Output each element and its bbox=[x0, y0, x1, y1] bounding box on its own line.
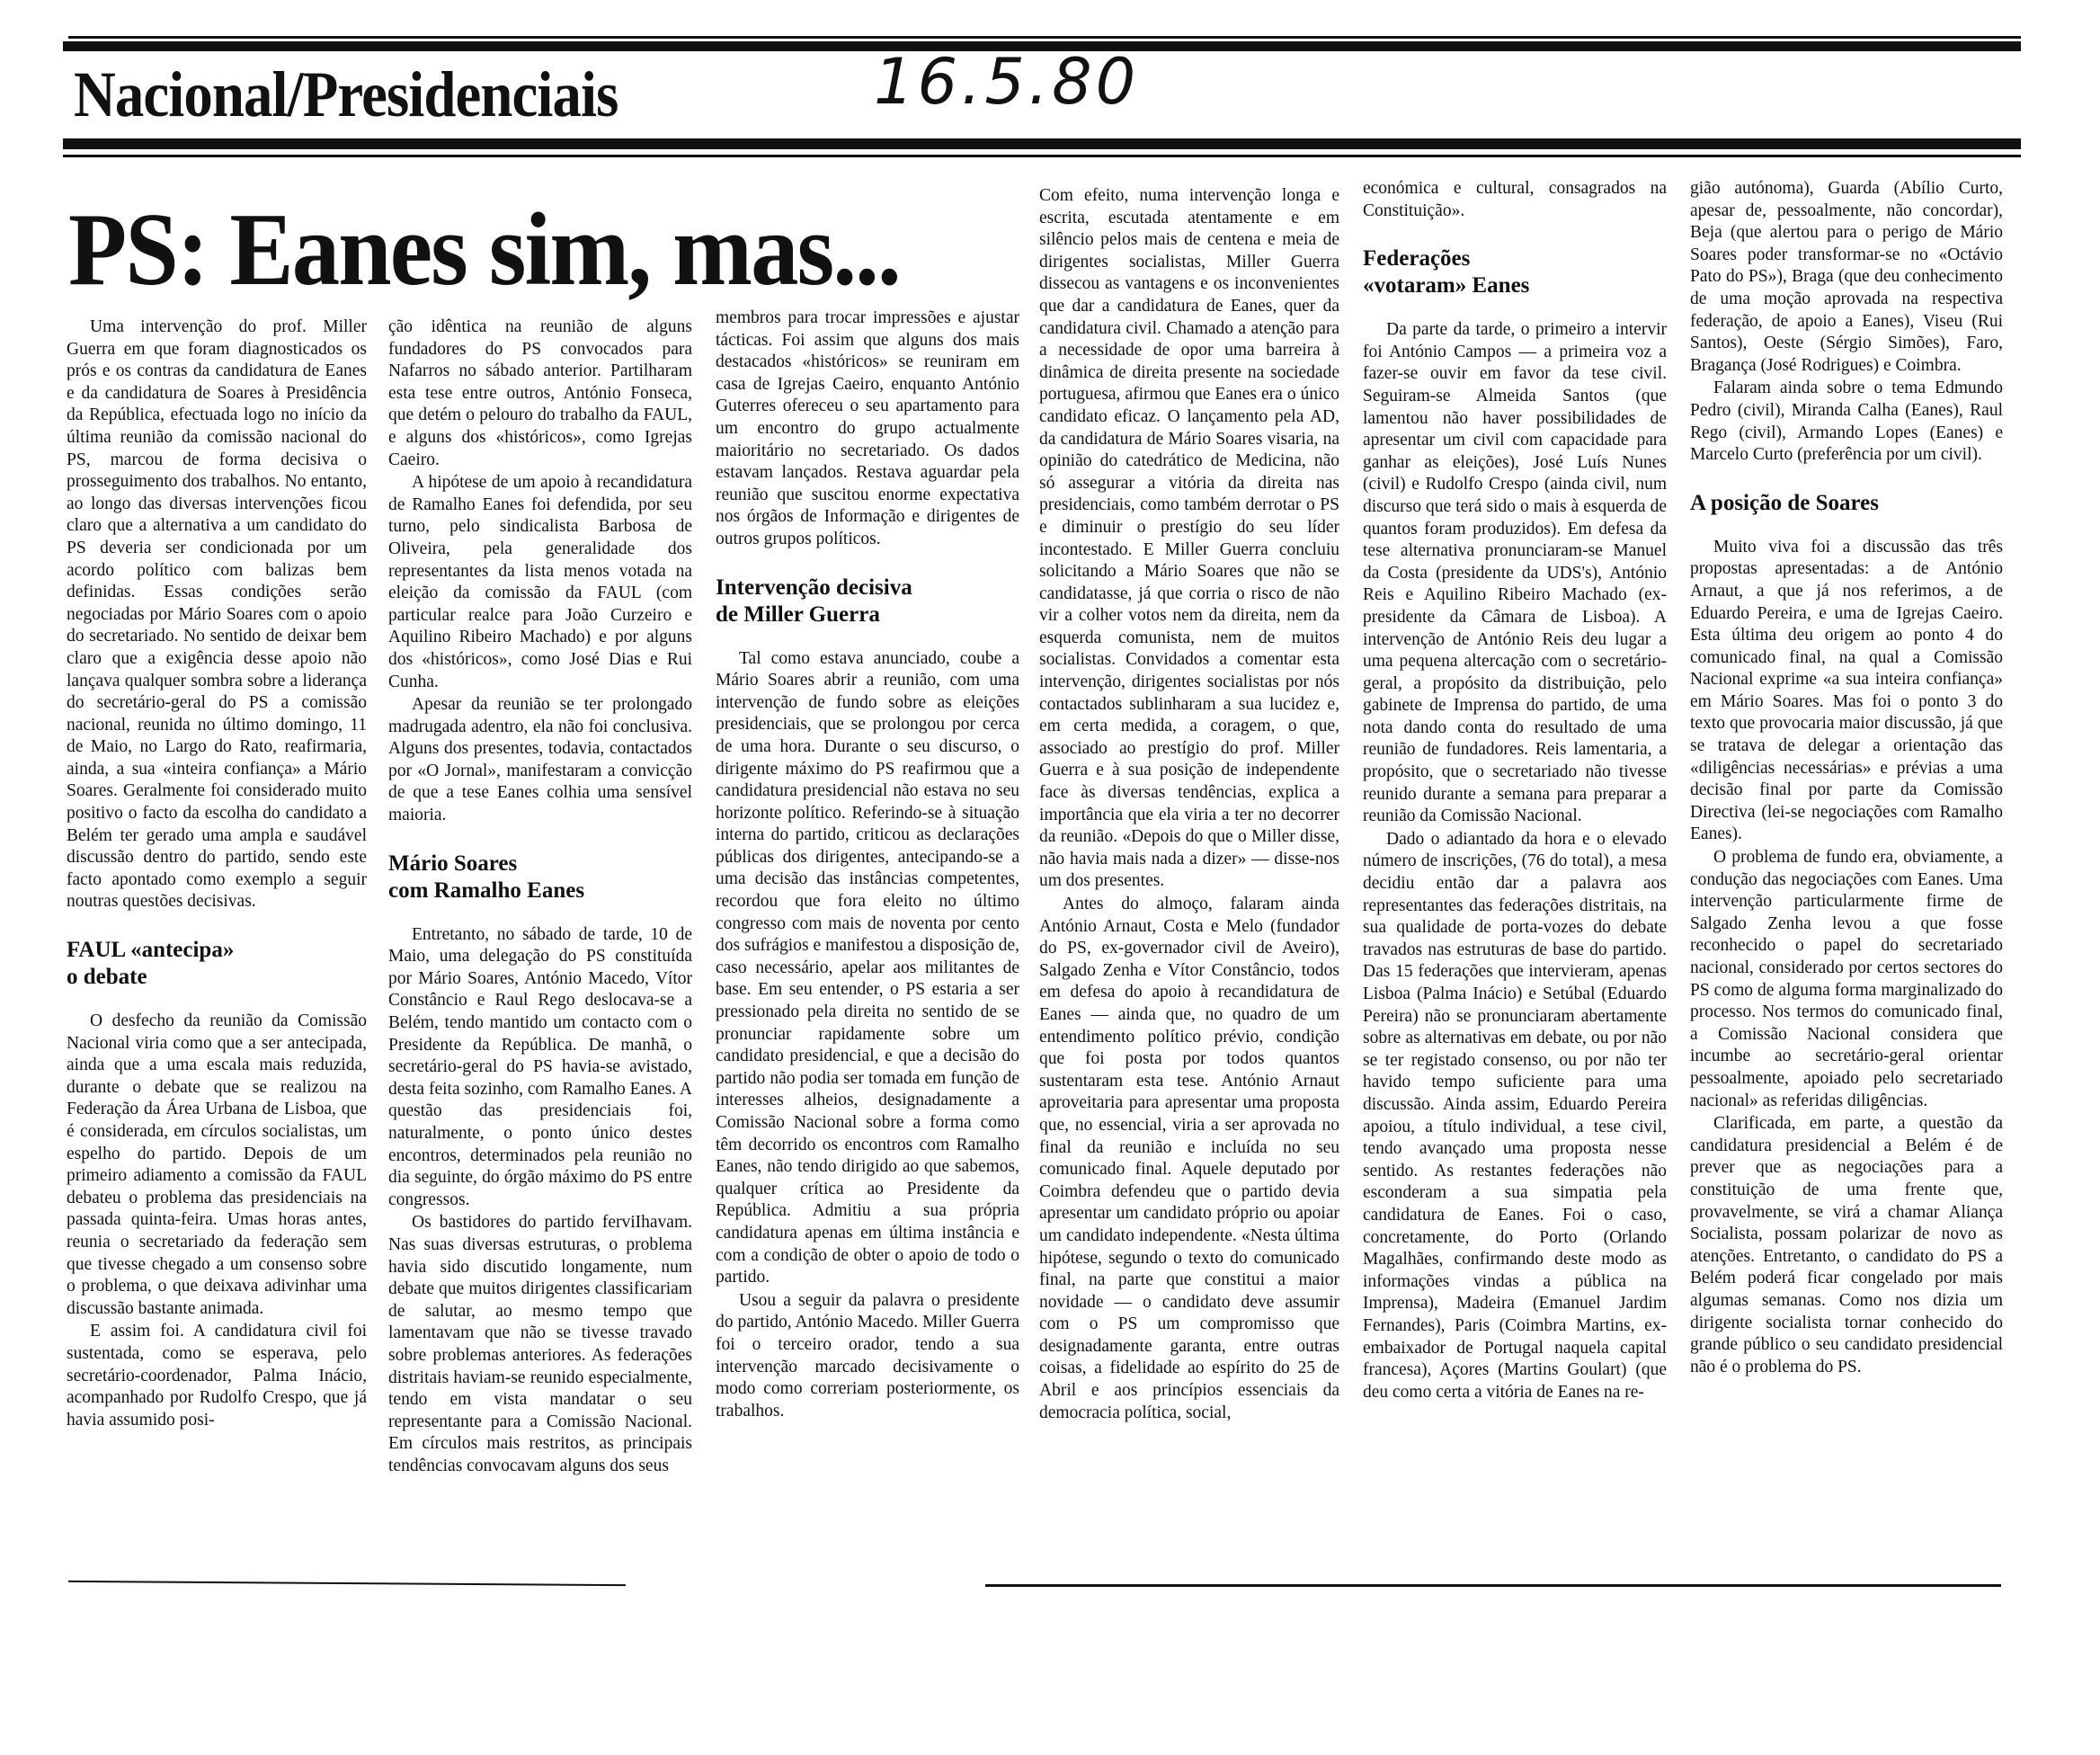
header-rule-thick bbox=[63, 138, 2021, 149]
paragraph: O desfecho da reunião da Comissão Nacional viria como que a ser antecipada, ainda que a uma escala mais reduzida, durante o debate que se realizou na Federação da Área Urbana de Lisboa, que é considerada, em círculos socialistas, um espelho do partido. Depois de um primeiro adiamento a comissão da FAUL debateu o problema das presidenciais na passada quinta-feira. Umas horas antes, reunia o secretariado da federação sem que tivesse chegado a um consenso sobre o problema, o que deixava adivinhar uma discussão bastante animada. bbox=[67, 1011, 367, 1318]
article-column-3 bbox=[716, 307, 1019, 1559]
subheading-line: «votaram» Eanes bbox=[1363, 273, 1530, 298]
paragraph: Dado o adiantado da hora e o elevado número de inscrições, (76 do total), a mesa decidiu então dar a palavra aos representantes das federações distritais, na sua qualidade de porta-vozes do debate travados nas estruturas de base do partido. Das 15 federações que intervieram, apenas Lisboa (Palma Inácio) e Setúbal (Eduardo Pereira) não se pronunciaram abertamente sobre as alternativas em debate, ou por não se ter registado consenso, ou por não ter havido tempo suficiente para uma discussão. Ainda assim, Eduardo Pereira apoiou, a título individual, a tese civil, tendo avançado uma proposta nesse sentido. As restantes federações não esconderam a sua simpatia pela candidatura de Eanes. Foi o caso, concretamente, do Porto (Orlando Magalhães, confirmando deste modo as informações vindas a pública na Imprensa), Madeira (Emanuel Jardim Fernandes), Paris (Coimbra Martins, ex-embaixador de Portugal naquela capital francesa), Açores (Martins Goulart) (que deu como certa a vitória de Eanes na re- bbox=[1363, 829, 1667, 1402]
paragraph: A hipótese de um apoio à recandidatura de Ramalho Eanes foi defendida, por seu turno, pelo sindicalista Barbosa de Oliveira, pela generalidade dos representantes da lista menos votada na eleição da comissão da FAUL (com particular realce para João Curzeiro e Aquilino Ribeiro Machado) e por alguns dos «históricos», como José Dias e Rui Cunha. bbox=[388, 473, 692, 691]
bottom-rule-right bbox=[985, 1584, 2001, 1587]
paragraph: E assim foi. A candidatura civil foi sustentada, como se esperava, pelo secretário-coordenador, Palma Inácio, acompanhado por Rudolfo Crespo, que já havia assumido posi- bbox=[67, 1322, 367, 1430]
subheading-line: com Ramalho Eanes bbox=[388, 878, 585, 903]
paragraph: Os bastidores do partido ferviIhavam. Nas suas diversas estruturas, o problema havia sido discutido longamente, num debate que muitos dirigentes classificariam de salutar, ao mesmo tempo que lamentavam que não se tivesse travado sobre problemas anteriores. As federações distritais haviam-se reunido especialmente, tendo em vista mandatar o seu representante para a Comissão Nacional. Em círculos mais restritos, as principais tendências convocavam alguns dos seus bbox=[388, 1213, 692, 1475]
top-rule-thin bbox=[68, 36, 2021, 39]
subheading-line: de Miller Guerra bbox=[716, 601, 880, 627]
paragraph: Uma intervenção do prof. Miller Guerra em que foram diagnosticados os prós e os contras da candidatura de Eanes e da candidatura de Soares à Presidência da República, efectuada logo no início da última reunião da comissão nacional do PS, marcou de forma decisiva o prosseguimento dos trabalhos. No entanto, ao longo das diversas intervenções ficou claro que a alternativa a um candidato do PS deveria ser condicionada por um acordo político com balizas bem definidas. Essas condições serão negociadas por Mário Soares com o apoio do secretariado. No sentido de deixar bem claro que a exigência desse apoio não lançava qualquer sombra sobre a liderança do secretário-geral do PS a comissão nacional, reunida no último domingo, 11 de Maio, no Largo do Rato, reafirmaria, ainda, a sua «inteira confiança» a Mário Soares. Geralmente foi considerado muito positivo o facto da escolha do candidato a Belém ter gerado uma ampla e saudável discussão dentro do partido, sendo este facto apontado como exemplo a seguir noutras questões decisivas. bbox=[67, 317, 367, 912]
paragraph: Da parte da tarde, o primeiro a intervir foi António Campos — a primeira voz a fazer-se ouvir em favor da tese civil. Seguiram-se Almeida Santos (que lamentou não haver possibilidades de apresentar um civil com capacidade para ganhar as eleições), José Luís Nunes (civil) e Rudolfo Crespo (ainda civil, num discurso que terá sido o mais à esquerda de quantos foram produzidos). Em defesa da tese alternativa pronunciaram-se Manuel da Costa (presidente da UDS's), António Reis e Aquilino Ribeiro Machado (ex-presidente da Câmara de Lisboa). A intervenção de António Reis deu lugar a uma pequena altercação com o secretário-geral, a propósito da distribuição, pelo gabinete de Imprensa do partido, de uma nota dando conta do resultado de uma reunião de fundadores. Reis lamentaria, a propósito, que o secretariado não tivesse reunido durante a semana para preparar a reunião da Comissão Nacional. bbox=[1363, 320, 1667, 826]
paragraph: Apesar da reunião se ter prolongado madrugada adentro, ela não foi conclusiva. Alguns dos presentes, todavia, contactados por «O Jornal», manifestaram a convicção de que a tese Eanes colhia uma sensível maioria. bbox=[388, 695, 692, 825]
subheading bbox=[388, 851, 692, 904]
subheading-line: A posição de Soares bbox=[1690, 490, 1879, 515]
article-column-4 bbox=[1039, 185, 1339, 1561]
handwritten-date: 16.5.80 bbox=[874, 45, 1140, 119]
subheading bbox=[1363, 245, 1667, 299]
subheading-line: o debate bbox=[67, 965, 147, 990]
subheading-line: Intervenção decisiva bbox=[716, 575, 912, 600]
header-rule-thin bbox=[63, 155, 2021, 157]
subheading-line: FAUL «antecipa» bbox=[67, 938, 235, 963]
paragraph: O problema de fundo era, obviamente, a condução das negociações com Eanes. Uma intervenção particularmente firme de Salgado Zenha levou a que fosse reconhecido o papel do secretariado nacional, considerado por certos sectores do PS como de alguma forma marginalizado do processo. Nos termos do comunicado final, a Comissão Nacional considera que incumbe ao secretário-geral orientar pessoalmente, apoiado pelo secretariado nacional» as referidas diligências. bbox=[1690, 848, 2003, 1110]
subheading bbox=[67, 937, 367, 991]
paragraph: ção idêntica na reunião de alguns fundadores do PS convocados para Nafarros no sábado anterior. Partilharam esta tese entre outros, António Fonseca, que detém o pelouro do trabalho da FAUL, e alguns dos «históricos», como Igrejas Caeiro. bbox=[388, 317, 692, 469]
subheading bbox=[1690, 490, 2003, 517]
paragraph: Clarificada, em parte, a questão da candidatura presidencial a Belém é de prever que as negociações para a constituição de uma frente que, provavelmente, se virá a chamar Aliança Socialista, possam polarizar de novo as atenções. Entretanto, o candidato do PS a Belém poderá ficar congelado por mais algumas semanas. Como nos dizia um dirigente socialista tornar conhecido do grande público o seu candidato presidencial não é o problema do PS. bbox=[1690, 1114, 2003, 1376]
section-title: Nacional/Presidenciais bbox=[74, 58, 618, 130]
paragraph: Muito viva foi a discussão das três propostas apresentadas: a de António Arnaut, a que já nos referimos, a de Eduardo Pereira, e uma de Igrejas Caeiro. Esta última deu origem ao ponto 4 do comunicado final, na qual a Comissão Nacional exprime «a sua inteira confiança» em Mário Soares. Mas foi o ponto 3 do texto que provocaria maior discussão, já que se tratava de delegar a orientação das «diligências necessárias» e prévias a uma decisão final por parte da Comissão Directiva (lei-se negociações com Ramalho Eanes). bbox=[1690, 537, 2003, 844]
article-column-1 bbox=[67, 316, 367, 1548]
subheading-line: Mário Soares bbox=[388, 851, 518, 876]
bottom-rule-left bbox=[68, 1581, 626, 1586]
paragraph: Tal como estava anunciado, coube a Mário Soares abrir a reunião, com uma intervenção de fundo sobre as eleições presidenciais, que se prolongou por cerca de uma hora. Durante o seu discurso, o dirigente máximo do PS reafirmou que a candidatura presidencial não estava no seu horizonte político. Referindo-se à situação interna do partido, criticou as declarações públicas dos dirigentes, antecipando-se a uma decisão das instâncias competentes, recordou que fora eleito no último congresso com mais de noventa por cento dos sufrágios e manifestou a disposição de, caso necessário, apelar aos militantes de base. Em seu entender, o PS estaria a ser pressionado pela direita no sentido de se pronunciar rapidamente sobre um candidato presidencial, e que a decisão do partido não podia ser tomada em função de interesses alheios, designadamente a Comissão Nacional sobre a forma como têm decorrido os encontros com Ramalho Eanes, não tendo dirigido ao que sabemos, qualquer crítica ao Presidente da República. Admitiu a sua própria candidatura apenas em última instância e com a condição de obter o apoio de todo o partido. bbox=[716, 648, 1019, 1287]
paragraph: económica e cultural, consagrados na Constituição». bbox=[1363, 179, 1667, 220]
paragraph: Usou a seguir da palavra o presidente do partido, António Macedo. Miller Guerra foi o terceiro orador, tendo a sua intervenção marcado decisivamente o modo como correriam posteriormente, os trabalhos. bbox=[716, 1290, 1019, 1421]
subheading-line: Federações bbox=[1363, 246, 1471, 272]
article-column-6 bbox=[1690, 178, 2003, 1554]
article-column-2 bbox=[388, 316, 692, 1568]
paragraph: gião autónoma), Guarda (Abílio Curto, apesar de, pessoalmente, não concordar), Beja (que alertou para o perigo de Mário Soares poder transformar-se no «Octávio Pato do PS»), Braga (que deu conhecimento de uma moção aprovada na respectiva federação, de apoio a Eanes), Viseu (Rui Santos), Oeste (Sérgio Simões), Faro, Bragança (José Rodrigues) e Coimbra. bbox=[1690, 179, 2003, 375]
article-column-5 bbox=[1363, 178, 1667, 1554]
subheading bbox=[716, 575, 1019, 628]
paragraph: membros para trocar impressões e ajustar tácticas. Foi assim que alguns dos mais destacados «históricos» se reuniram em casa de Igrejas Caeiro, enquanto António Guterres ofereceu o seu apartamento para um encontro do grupo actualmente maioritário no secretariado. Os dados estavam lançados. Restava aguardar pela reunião que suscitou enorme expectativa nos órgãos de Informação e dirigentes de outros grupos políticos. bbox=[716, 308, 1019, 548]
paragraph: Antes do almoço, falaram ainda António Arnaut, Costa e Melo (fundador do PS, ex-governador civil de Aveiro), Salgado Zenha e Vítor Constâncio, todos em defesa do apoio à recandidatura de Eanes — ainda que, no quadro de um entendimento político prévio, condição que foi posta por todos quantos sustentaram esta tese. António Arnaut aproveitaria para apresentar uma proposta que, no essencial, viria a ser aprovada no final da reunião e incluída no seu comunicado final. Aquele deputado por Coimbra defendeu que o partido devia apresentar um candidato próprio ou apoiar um candidato independente. «Nesta última hipótese, segundo o texto do comunicado final, na parte que constitui a maior novidade — o candidato deve assumir com o PS um compromisso que designadamente garanta, entre outras coisas, a fidelidade ao espírito do 25 de Abril e aos princípios essenciais da democracia política, social, bbox=[1039, 895, 1339, 1422]
paragraph: Entretanto, no sábado de tarde, 10 de Maio, uma delegação do PS constituída por Mário Soares, António Macedo, Vítor Constâncio e Raul Rego deslocava-se a Belém, tendo mantido um contacto com o Presidente da República. De manhã, o secretário-geral do PS havia-se avistado, desta feita sozinho, com Ramalho Eanes. A questão das presidenciais foi, naturalmente, o ponto único destes encontros, determinados pela reunião no dia seguinte, do órgão máximo do PS entre congressos. bbox=[388, 924, 692, 1209]
paragraph: Com efeito, numa intervenção longa e escrita, escutada atentamente e em silêncio pelos mais de centena e meia de dirigentes socialistas, Miller Guerra dissecou as vantagens e os inconvenientes que dar a candidatura de Eanes, quer da candidatura civil. Chamado a atenção para a necessidade de opor uma barreira à dinâmica de direita presente na sociedade portuguesa, afirmou que Eanes era o único candidato eficaz. O lançamento pela AD, da candidatura de Mário Soares visaria, na opinião do catedrático de Medicina, não só assegurar a vitória da direita nas presidenciais, como também derrotar o PS e diminuir o prestígio do seu líder incontestado. E Miller Guerra concluiu solicitando a Mário Soares que não se candidatasse, já que corria o risco de não vir a colher votos nem da direita, nem da esquerda comunista, nem de muitos socialistas. Convidados a comentar esta intervenção, dirigentes socialistas por nós contactados sublinharam a sua lucidez e, em certa medida, a coragem, o que, associado ao prestígio do prof. Miller Guerra e à sua posição de independente face às diversas tendências, explica a importância que ela viria a ter no decorrer da reunião. «Depois do que o Miller disse, não havia mais nada a dizer» — disse-nos um dos presentes. bbox=[1039, 186, 1339, 891]
article-headline: PS: Eanes sim, mas... bbox=[68, 192, 900, 307]
paragraph: Falaram ainda sobre o tema Edmundo Pedro (civil), Miranda Calha (Eanes), Raul Rego (civil), Armando Lopes (Eanes) e Marcelo Curto (preferência por um civil). bbox=[1690, 379, 2003, 465]
